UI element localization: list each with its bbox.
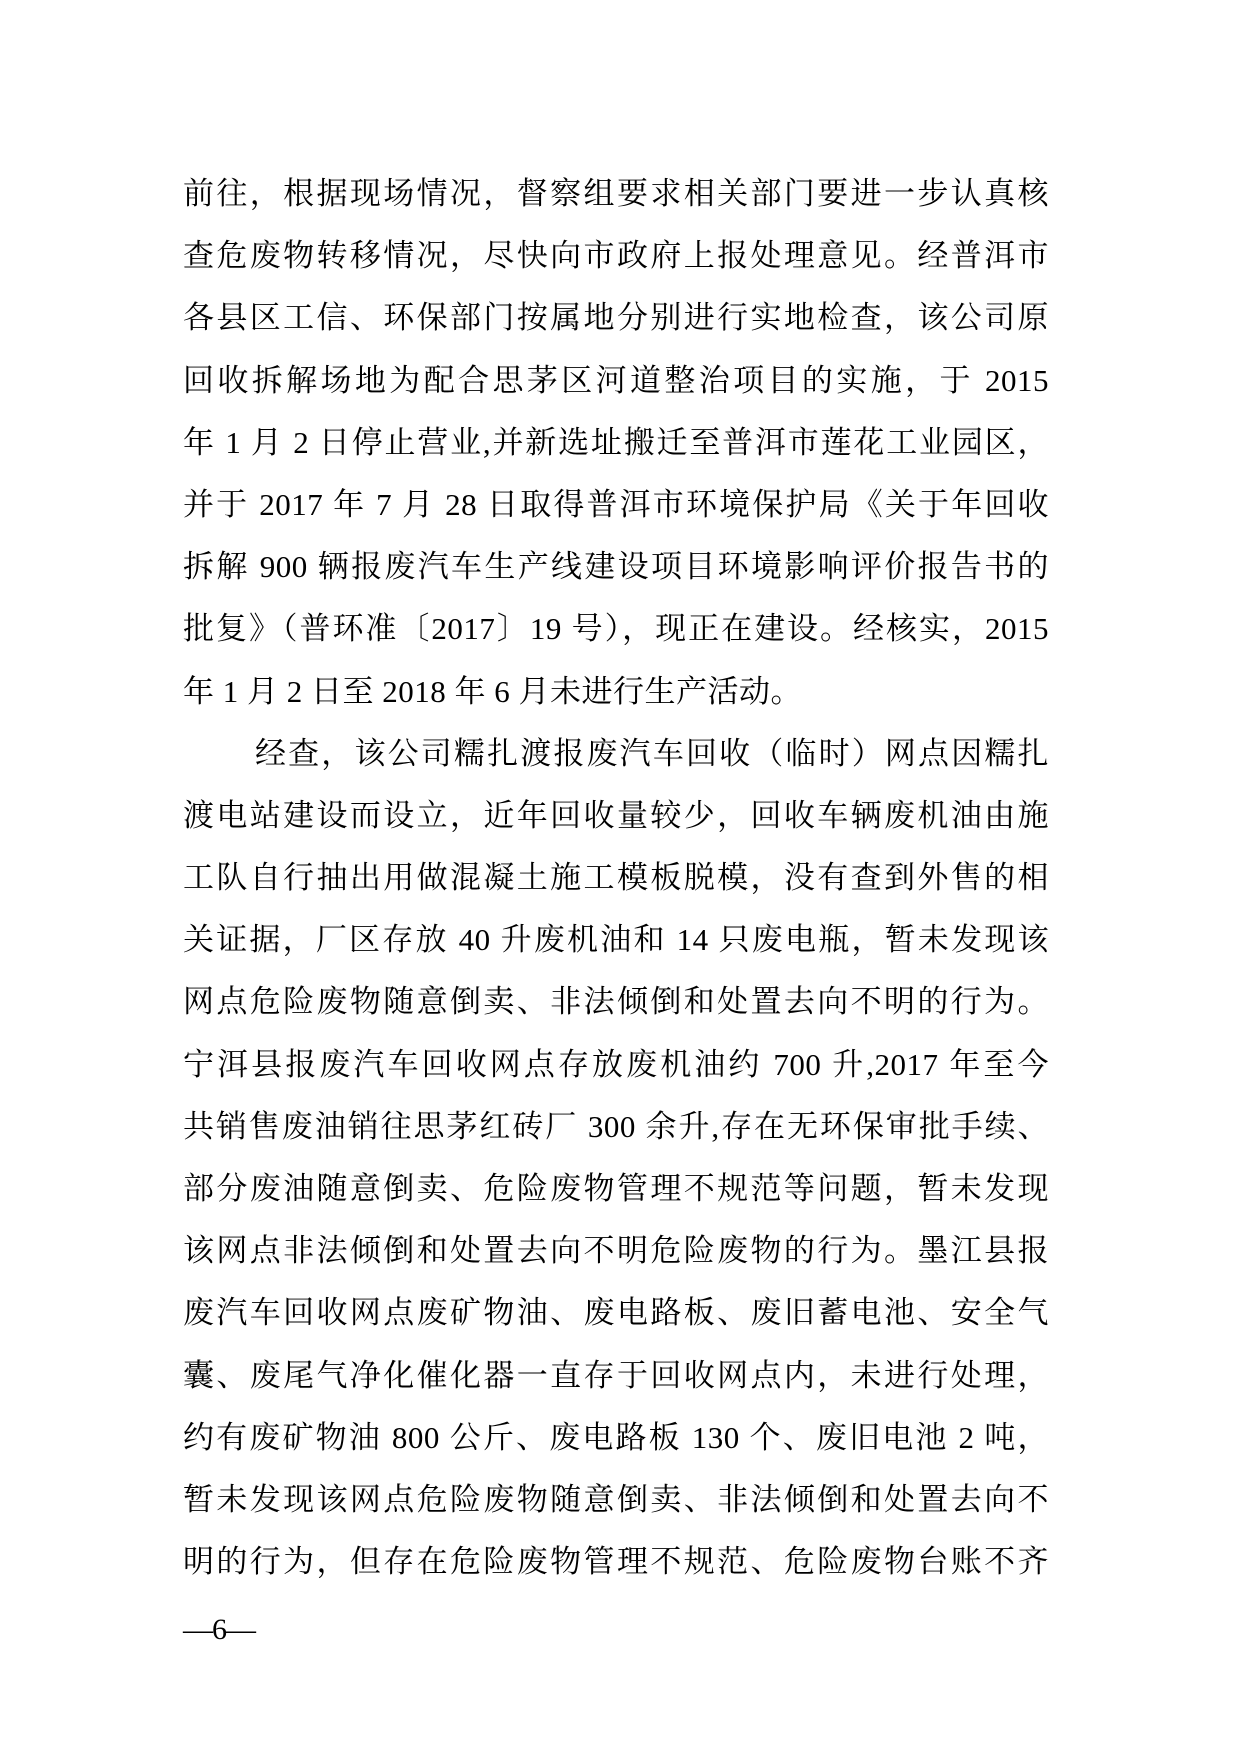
- text-line-3: 各县区工信、环保部门按属地分别进行实地检查，该公司原: [183, 300, 1049, 336]
- text-line-22: 暂未发现该网点危险废物随意倒卖、非法倾倒和处置去向不: [183, 1481, 1049, 1517]
- text-line-16: 共销售废油销往思茅红砖厂 300 余升,存在无环保审批手续、: [183, 1108, 1049, 1144]
- text-line-19: 废汽车回收网点废矿物油、废电路板、废旧蓄电池、安全气: [183, 1295, 1049, 1331]
- text-line-8: 批复》（普环准〔2017〕19 号），现正在建设。经核实，2015: [183, 611, 1049, 647]
- text-line-5: 年 1 月 2 日停止营业,并新选址搬迁至普洱市莲花工业园区，: [183, 424, 1049, 460]
- text-line-21: 约有废矿物油 800 公斤、废电路板 130 个、废旧电池 2 吨，: [183, 1419, 1049, 1455]
- text-line-10: 经查，该公司糯扎渡报废汽车回收（临时）网点因糯扎: [255, 735, 1049, 771]
- text-line-20: 囊、废尾气净化催化器一直存于回收网点内，未进行处理，: [183, 1357, 1049, 1393]
- text-line-15: 宁洱县报废汽车回收网点存放废机油约 700 升,2017 年至今: [183, 1046, 1049, 1082]
- text-line-2: 查危废物转移情况，尽快向市政府上报处理意见。经普洱市: [183, 238, 1049, 274]
- text-line-13: 关证据，厂区存放 40 升废机油和 14 只废电瓶，暂未发现该: [183, 922, 1049, 958]
- text-line-17: 部分废油随意倒卖、危险废物管理不规范等问题，暂未发现: [183, 1171, 1049, 1206]
- text-line-9: 年 1 月 2 日至 2018 年 6 月未进行生产活动。: [183, 673, 802, 709]
- text-line-23: 明的行为，但存在危险废物管理不规范、危险废物台账不齐: [183, 1544, 1049, 1580]
- text-line-7: 拆解 900 辆报废汽车生产线建设项目环境影响评价报告书的: [183, 549, 1049, 585]
- text-line-14: 网点危险废物随意倒卖、非法倾倒和处置去向不明的行为。: [183, 984, 1049, 1020]
- document-body: [183, 163, 1049, 1593]
- text-line-12: 工队自行抽出用做混凝土施工模板脱模，没有查到外售的相: [183, 860, 1049, 896]
- text-line-1: 前往，根据现场情况，督察组要求相关部门要进一步认真核: [183, 176, 1049, 211]
- text-line-18: 该网点非法倾倒和处置去向不明危险废物的行为。墨江县报: [183, 1233, 1049, 1269]
- text-line-4: 回收拆解场地为配合思茅区河道整治项目的实施，于 2015: [183, 362, 1049, 398]
- text-line-11: 渡电站建设而设立，近年回收量较少，回收车辆废机油由施: [183, 797, 1049, 833]
- page-number: —6—: [183, 1613, 255, 1646]
- text-line-6: 并于 2017 年 7 月 28 日取得普洱市环境保护局《关于年回收: [183, 486, 1049, 522]
